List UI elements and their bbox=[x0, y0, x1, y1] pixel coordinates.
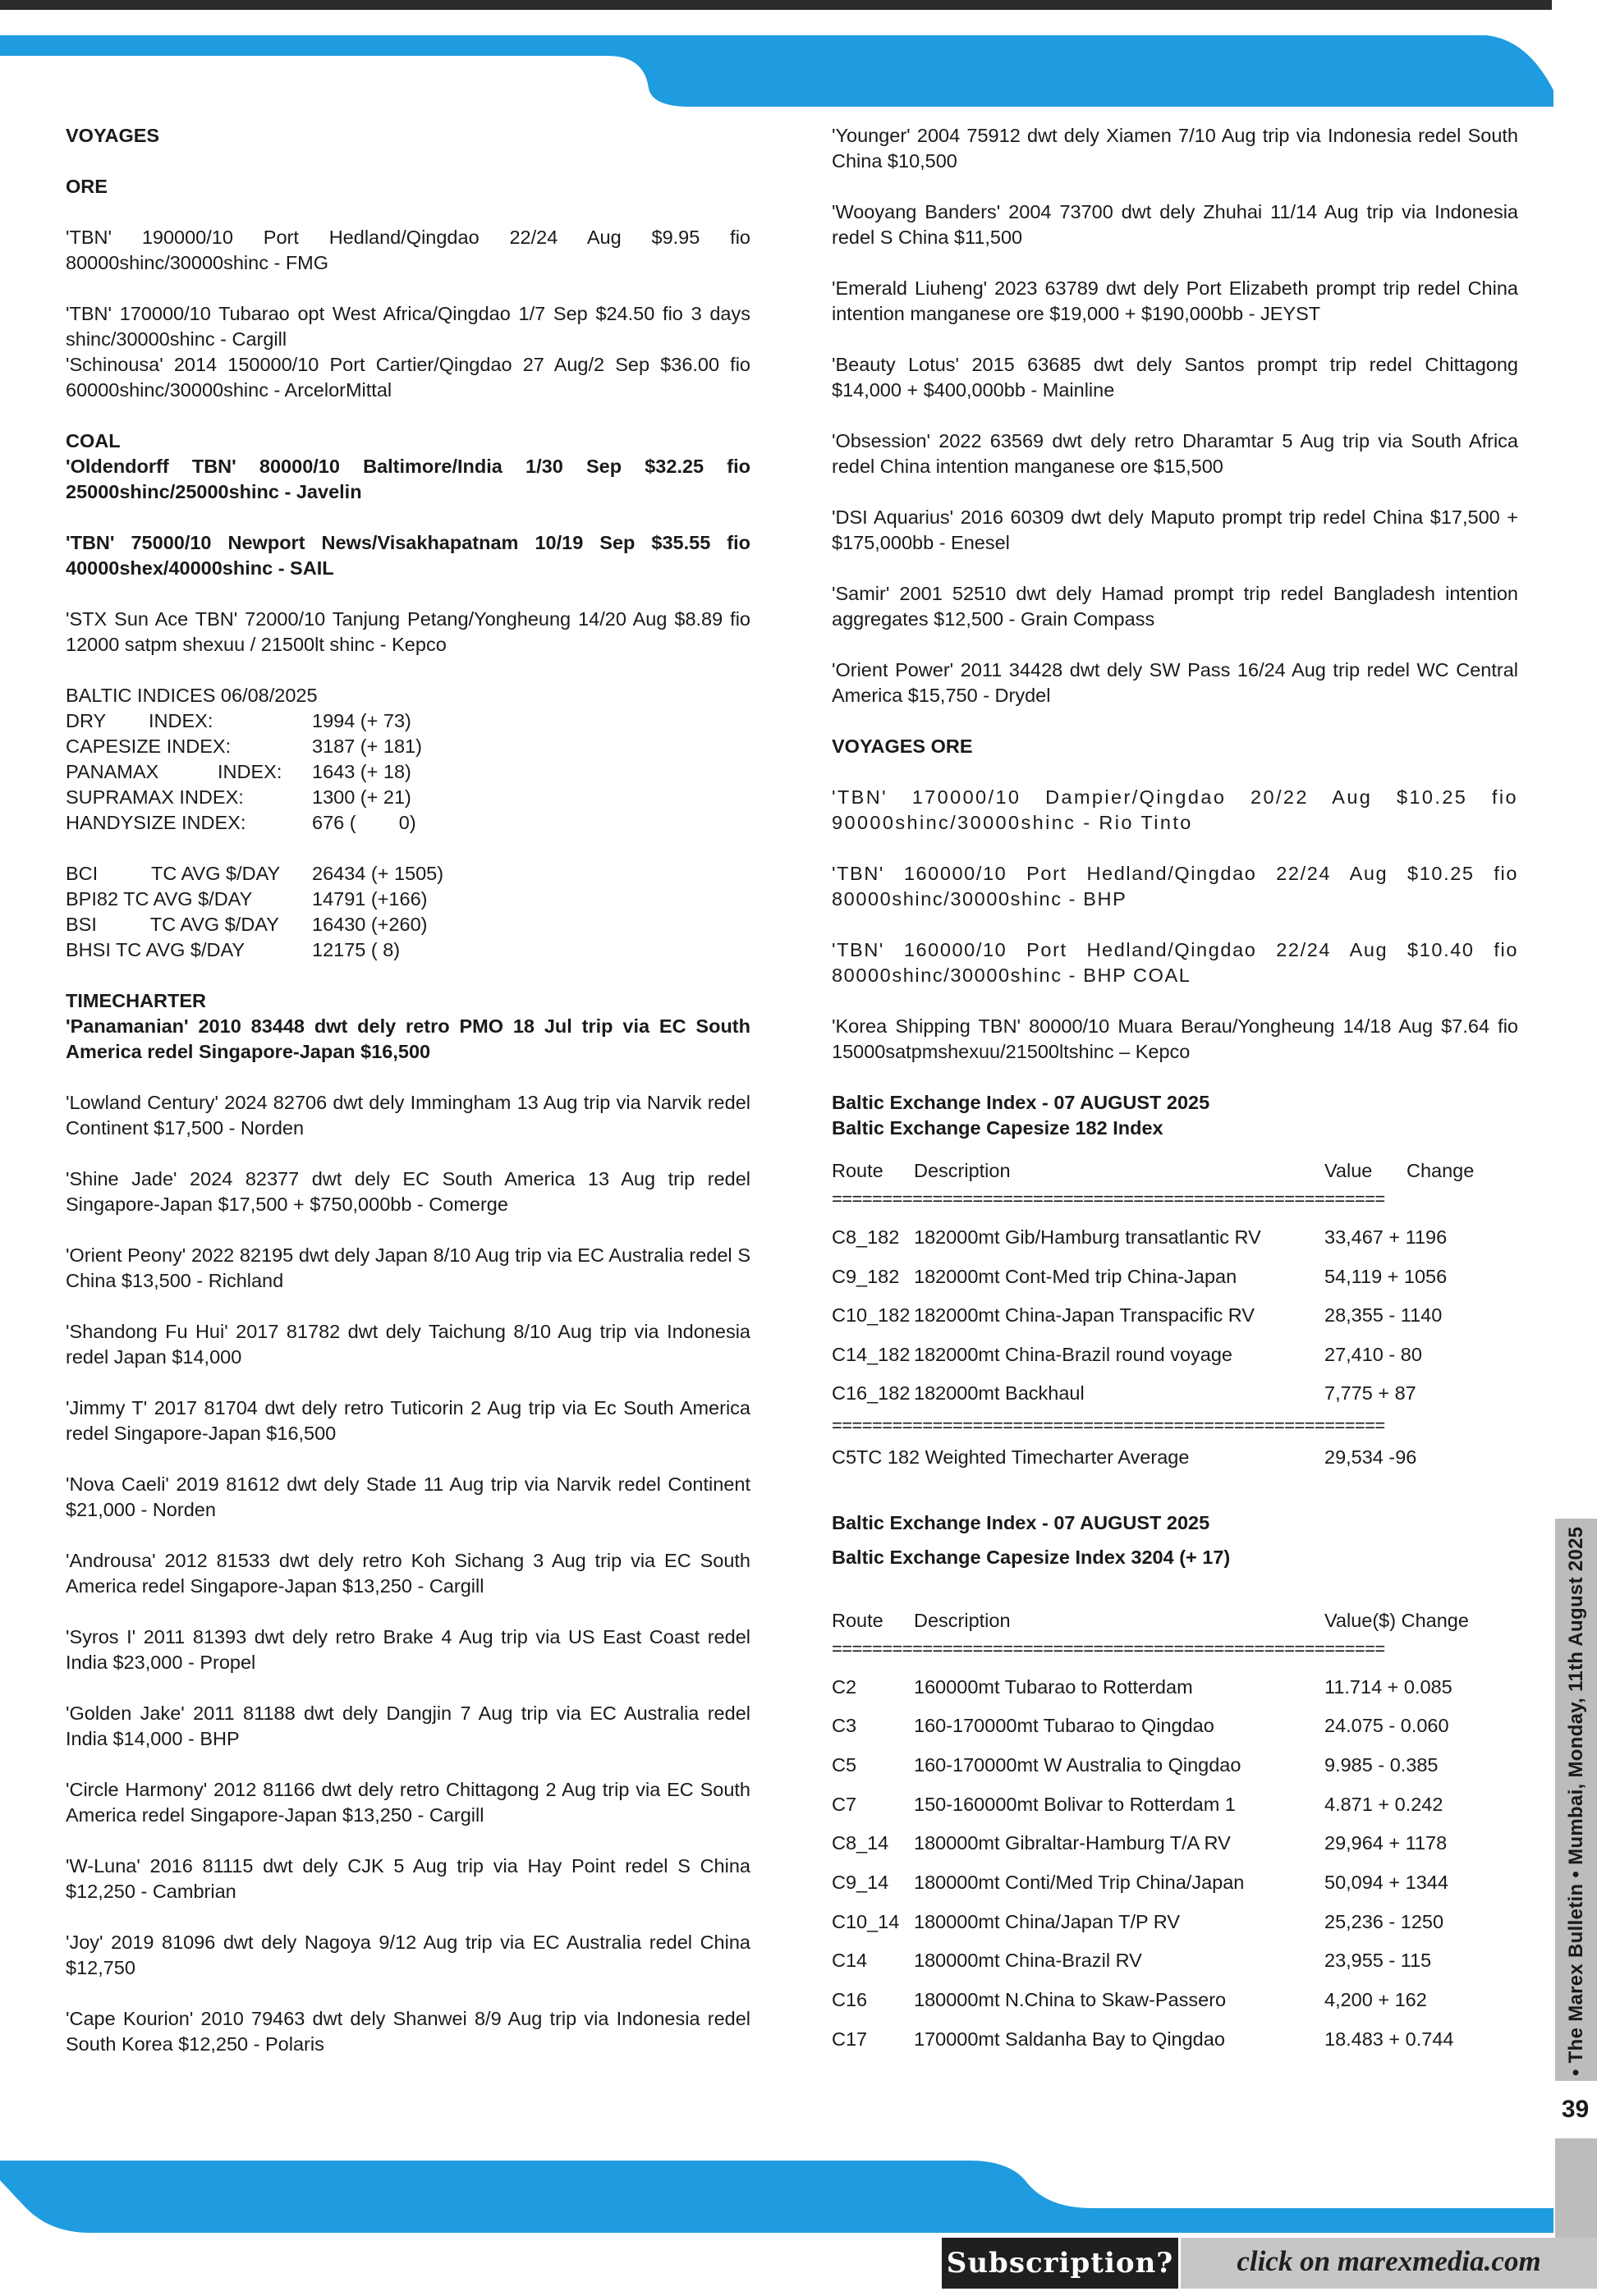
tc-avg-label: BSI TC AVG $/DAY bbox=[66, 914, 279, 935]
table-row bbox=[832, 1863, 1518, 1903]
route-code: C10_182 bbox=[832, 1304, 911, 1326]
route-value: 33,467 + 1196 bbox=[1324, 1226, 1448, 1248]
baltic-indices-heading: BALTIC INDICES 06/08/2025 bbox=[66, 685, 318, 706]
timecharter-item: 'Orient Peony' 2022 82195 dwt dely Japan 8/10 Aug trip via EC Australia redel S China $13,500 - Richland bbox=[66, 1244, 750, 1291]
timecharter-item: 'Shandong Fu Hui' 2017 81782 dwt dely Taichung 8/10 Aug trip via Indonesia redel Japan $14,000 bbox=[66, 1321, 750, 1368]
index-value: 1994 (+ 73) bbox=[312, 710, 411, 731]
timecharter-item: 'Androusa' 2012 81533 dwt dely retro Koh Sichang 3 Aug trip via EC South America redel Singapore-Japan $13,250 - Cargill bbox=[66, 1550, 750, 1597]
coal-item: 'STX Sun Ace TBN' 72000/10 Tanjung Petang/Yongheung 14/20 Aug $8.89 fio 12000 satpm shexuu / 21500lt shinc - Kepco bbox=[66, 608, 750, 655]
route-description: 180000mt N.China to Skaw-Passero bbox=[914, 1989, 1227, 2010]
tc-avg-value: 16430 (+260) bbox=[312, 914, 428, 935]
coal-item: 'TBN' 75000/10 Newport News/Visakhapatnam 10/19 Sep $35.55 fio 40000shex/40000shinc - SAIL bbox=[66, 532, 750, 579]
timecharter-item: 'Lowland Century' 2024 82706 dwt dely Immingham 13 Aug trip via Narvik redel Continent $17,500 - Norden bbox=[66, 1092, 750, 1139]
table-subtitle: Baltic Exchange Capesize Index 3204 (+ 17) bbox=[832, 1546, 1231, 1568]
route-value: 24.075 - 0.060 bbox=[1324, 1715, 1449, 1737]
tc-avg-list bbox=[66, 861, 750, 963]
route-value: 27,410 - 80 bbox=[1324, 1343, 1422, 1365]
route-code: C7 bbox=[832, 1793, 857, 1815]
ore-item: 'TBN' 170000/10 Tubarao opt West Africa/Qingdao 1/7 Sep $24.50 fio 3 days shinc/30000shinc - Cargill bbox=[66, 303, 750, 350]
table-row bbox=[832, 1941, 1518, 1981]
index-label: HANDYSIZE INDEX: bbox=[66, 812, 246, 833]
route-value: 4.871 + 0.242 bbox=[1324, 1793, 1443, 1815]
timecharter-item: 'Younger' 2004 75912 dwt dely Xiamen 7/10 Aug trip via Indonesia redel South China $10,500 bbox=[832, 125, 1518, 172]
route-value: 25,236 - 1250 bbox=[1324, 1910, 1444, 1932]
route-description: 180000mt Conti/Med Trip China/Japan bbox=[914, 1871, 1245, 1893]
route-code: C3 bbox=[832, 1715, 857, 1737]
timecharter-heading: TIMECHARTER bbox=[66, 990, 207, 1011]
tc-avg-value: 12175 ( 8) bbox=[312, 939, 401, 960]
index-label: DRY INDEX: bbox=[66, 710, 213, 731]
table-row bbox=[832, 1336, 1518, 1375]
route-description: 180000mt China-Brazil RV bbox=[914, 1950, 1142, 1972]
route-value: 7,775 + 87 bbox=[1324, 1382, 1416, 1404]
route-description: 180000mt Gibraltar-Hamburg T/A RV bbox=[914, 1832, 1231, 1854]
tc-avg-row bbox=[66, 937, 750, 963]
table-row bbox=[832, 1981, 1518, 2020]
index-row bbox=[66, 759, 750, 785]
voyages-ore-item: 'TBN' 170000/10 Dampier/Qingdao 20/22 Aug $10.25 fio 90000shinc/30000shinc - Rio Tinto bbox=[832, 786, 1518, 833]
page-number: 39 bbox=[1553, 2081, 1597, 2138]
header-route: Route bbox=[832, 1160, 883, 1181]
publication-dateline: • The Marex Bulletin • Mumbai, Monday, 11th August 2025 bbox=[1565, 1527, 1587, 2077]
table-footer-row bbox=[832, 1438, 1518, 1476]
route-description: 160000mt Tubarao to Rotterdam bbox=[914, 1675, 1193, 1698]
table-row bbox=[832, 1746, 1518, 1785]
timecharter-item: 'Joy' 2019 81096 dwt dely Nagoya 9/12 Aug trip via EC Australia redel China $12,750 bbox=[66, 1932, 750, 1978]
route-description: 182000mt Cont-Med trip China-Japan bbox=[914, 1265, 1237, 1287]
index-label: PANAMAX INDEX: bbox=[66, 761, 282, 782]
index-row bbox=[66, 708, 750, 734]
route-description: 182000mt China-Japan Transpacific RV bbox=[914, 1304, 1255, 1326]
table-row bbox=[832, 1824, 1518, 1863]
table-separator: ======================================================= bbox=[832, 1189, 1385, 1209]
route-description: 150-160000mt Bolivar to Rotterdam 1 bbox=[914, 1793, 1236, 1815]
timecharter-item: 'Circle Harmony' 2012 81166 dwt dely retro Chittagong 2 Aug trip via EC South America redel Singapore-Japan $13,250 - Cargill bbox=[66, 1779, 750, 1826]
index-value: 3187 (+ 181) bbox=[312, 736, 422, 757]
ore-item: 'TBN' 190000/10 Port Hedland/Qingdao 22/24 Aug $9.95 fio 80000shinc/30000shinc - FMG bbox=[66, 227, 750, 273]
route-value: 11.714 + 0.085 bbox=[1324, 1675, 1452, 1698]
route-value: 9.985 - 0.385 bbox=[1324, 1753, 1439, 1776]
footer-value: 29,534 -96 bbox=[1324, 1446, 1417, 1468]
table-row bbox=[832, 1218, 1518, 1258]
capesize-182-table bbox=[832, 1090, 1518, 1476]
table-row bbox=[832, 1785, 1518, 1825]
header-description: Description bbox=[914, 1609, 1011, 1631]
table-row bbox=[832, 1707, 1518, 1746]
route-value: 28,355 - 1140 bbox=[1324, 1304, 1443, 1326]
indices-list bbox=[66, 708, 750, 836]
index-label: CAPESIZE INDEX: bbox=[66, 736, 232, 757]
timecharter-item: 'Jimmy T' 2017 81704 dwt dely retro Tuticorin 2 Aug trip via Ec South America redel Singapore-Japan $16,500 bbox=[66, 1397, 750, 1444]
route-code: C14 bbox=[832, 1950, 868, 1972]
table-header bbox=[832, 1154, 1518, 1187]
header-route: Route bbox=[832, 1609, 883, 1631]
ore-heading: ORE bbox=[66, 176, 108, 197]
route-code: C14_182 bbox=[832, 1343, 911, 1365]
route-code: C16 bbox=[832, 1989, 868, 2010]
index-value: 676 ( 0) bbox=[312, 812, 416, 833]
route-code: C8_14 bbox=[832, 1832, 889, 1854]
route-value: 23,955 - 115 bbox=[1324, 1950, 1432, 1972]
table-row bbox=[832, 1374, 1518, 1414]
subscription-label: Subscription? bbox=[942, 2238, 1178, 2289]
table-subtitle: Baltic Exchange Capesize 182 Index bbox=[832, 1117, 1163, 1139]
timecharter-item: 'Obsession' 2022 63569 dwt dely retro Dharamtar 5 Aug trip via South Africa redel China intention manganese ore $15,500 bbox=[832, 430, 1518, 477]
table-title: Baltic Exchange Index - 07 AUGUST 2025 bbox=[832, 1092, 1210, 1113]
tc-avg-label: BCI TC AVG $/DAY bbox=[66, 863, 281, 884]
tc-avg-value: 14791 (+166) bbox=[312, 888, 428, 910]
coal-item: 'Oldendorff TBN' 80000/10 Baltimore/India 1/30 Sep $32.25 fio 25000shinc/25000shinc - Javelin bbox=[66, 456, 750, 502]
route-description: 182000mt China-Brazil round voyage bbox=[914, 1343, 1232, 1365]
table-separator: ======================================================= bbox=[832, 1414, 1385, 1436]
timecharter-item: 'Wooyang Banders' 2004 73700 dwt dely Zhuhai 11/14 Aug trip via Indonesia redel S China $11,500 bbox=[832, 201, 1518, 248]
ore-item: 'Schinousa' 2014 150000/10 Port Cartier/Qingdao 27 Aug/2 Sep $36.00 fio 60000shinc/30000shinc - ArcelorMittal bbox=[66, 354, 750, 401]
route-value: 54,119 + 1056 bbox=[1324, 1265, 1448, 1287]
tc-avg-row bbox=[66, 912, 750, 937]
voyages-ore-item: 'TBN' 160000/10 Port Hedland/Qingdao 22/24 Aug $10.40 fio 80000shinc/30000shinc - BHP COAL bbox=[832, 939, 1518, 986]
header-value: Value bbox=[1324, 1160, 1373, 1181]
table-row bbox=[832, 1903, 1518, 1942]
route-code: C2 bbox=[832, 1675, 857, 1698]
route-code: C8_182 bbox=[832, 1226, 900, 1248]
route-code: C17 bbox=[832, 2028, 868, 2050]
table-separator: ======================================================= bbox=[832, 1638, 1385, 1659]
timecharter-item: 'Syros I' 2011 81393 dwt dely retro Brake 4 Aug trip via US East Coast redel India $23,000 - Propel bbox=[66, 1626, 750, 1673]
timecharter-item: 'Samir' 2001 52510 dwt dely Hamad prompt trip redel Bangladesh intention aggregates $12,500 - Grain Compass bbox=[832, 583, 1518, 630]
route-description: 160-170000mt Tubarao to Qingdao bbox=[914, 1715, 1214, 1737]
header-description: Description bbox=[914, 1160, 1011, 1181]
route-description: 170000mt Saldanha Bay to Qingdao bbox=[914, 2028, 1225, 2050]
header-swoosh bbox=[0, 31, 1597, 109]
subscription-link[interactable]: click on marexmedia.com bbox=[1181, 2238, 1597, 2289]
route-description: 180000mt China/Japan T/P RV bbox=[914, 1910, 1180, 1932]
table-row bbox=[832, 1296, 1518, 1336]
footer-label: C5TC 182 Weighted Timecharter Average bbox=[832, 1446, 1190, 1468]
route-description: 182000mt Gib/Hamburg transatlantic RV bbox=[914, 1226, 1261, 1248]
footer-swoosh bbox=[0, 2157, 1597, 2235]
route-code: C5 bbox=[832, 1753, 857, 1776]
tc-avg-value: 26434 (+ 1505) bbox=[312, 863, 444, 884]
route-description: 182000mt Backhaul bbox=[914, 1382, 1085, 1404]
top-bar bbox=[0, 0, 1552, 10]
index-value: 1300 (+ 21) bbox=[312, 786, 411, 808]
table-header bbox=[832, 1604, 1518, 1637]
route-code: C10_14 bbox=[832, 1910, 900, 1932]
table-title: Baltic Exchange Index - 07 AUGUST 2025 bbox=[832, 1511, 1210, 1533]
route-value: 4,200 + 162 bbox=[1324, 1989, 1427, 2010]
timecharter-item: 'Shine Jade' 2024 82377 dwt dely EC South America 13 Aug trip redel Singapore-Japan $17,500 + $750,000bb - Comerge bbox=[66, 1168, 750, 1215]
coal-heading: COAL bbox=[66, 430, 121, 451]
header-value-change: Value($) Change bbox=[1324, 1609, 1469, 1631]
index-value: 1643 (+ 18) bbox=[312, 761, 411, 782]
voyages-ore-item: 'TBN' 160000/10 Port Hedland/Qingdao 22/24 Aug $10.25 fio 80000shinc/30000shinc - BHP bbox=[832, 863, 1518, 910]
index-row bbox=[66, 810, 750, 836]
voyages-ore-heading: VOYAGES ORE bbox=[832, 736, 973, 757]
right-column bbox=[832, 123, 1518, 2059]
route-value: 50,094 + 1344 bbox=[1324, 1871, 1448, 1893]
left-column bbox=[66, 123, 750, 2083]
voyages-heading: VOYAGES bbox=[66, 125, 160, 146]
timecharter-item: 'Cape Kourion' 2010 79463 dwt dely Shanwei 8/9 Aug trip via Indonesia redel South Korea $12,250 - Polaris bbox=[66, 2008, 750, 2055]
table-row bbox=[832, 1668, 1518, 1707]
route-description: 160-170000mt W Australia to Qingdao bbox=[914, 1753, 1241, 1776]
route-code: C9_14 bbox=[832, 1871, 889, 1893]
timecharter-item: 'Orient Power' 2011 34428 dwt dely SW Pass 16/24 Aug trip redel WC Central America $15,750 - Drydel bbox=[832, 659, 1518, 706]
timecharter-item: 'Nova Caeli' 2019 81612 dwt dely Stade 11 Aug trip via Narvik redel Continent $21,000 - Norden bbox=[66, 1473, 750, 1520]
timecharter-item: 'DSI Aquarius' 2016 60309 dwt dely Maputo prompt trip redel China $17,500 + $175,000bb - Enesel bbox=[832, 506, 1518, 553]
header-change: Change bbox=[1407, 1160, 1475, 1181]
tc-avg-row bbox=[66, 861, 750, 887]
capesize-index-table bbox=[832, 1505, 1518, 2060]
index-row bbox=[66, 734, 750, 759]
route-value: 29,964 + 1178 bbox=[1324, 1832, 1448, 1854]
tc-avg-row bbox=[66, 887, 750, 912]
timecharter-item: 'Golden Jake' 2011 81188 dwt dely Dangjin 7 Aug trip via EC Australia redel India $14,000 - BHP bbox=[66, 1703, 750, 1749]
table-row bbox=[832, 1258, 1518, 1297]
tc-avg-label: BHSI TC AVG $/DAY bbox=[66, 939, 246, 960]
table-row bbox=[832, 2020, 1518, 2060]
route-code: C16_182 bbox=[832, 1382, 911, 1404]
timecharter-item: 'Beauty Lotus' 2015 63685 dwt dely Santos prompt trip redel Chittagong $14,000 + $400,000bb - Mainline bbox=[832, 354, 1518, 401]
timecharter-item: 'Panamanian' 2010 83448 dwt dely retro PMO 18 Jul trip via EC South America redel Singapore-Japan $16,500 bbox=[66, 1015, 750, 1062]
index-label: SUPRAMAX INDEX: bbox=[66, 786, 244, 808]
route-code: C9_182 bbox=[832, 1265, 900, 1287]
timecharter-item: 'W-Luna' 2016 81115 dwt dely CJK 5 Aug trip via Hay Point redel S China $12,250 - Cambrian bbox=[66, 1855, 750, 1902]
route-value: 18.483 + 0.744 bbox=[1324, 2028, 1454, 2050]
tc-avg-label: BPI82 TC AVG $/DAY bbox=[66, 888, 253, 910]
timecharter-item: 'Emerald Liuheng' 2023 63789 dwt dely Port Elizabeth prompt trip redel China intention manganese ore $19,000 + $190,000bb - JEYST bbox=[832, 277, 1518, 324]
voyages-ore-item: 'Korea Shipping TBN' 80000/10 Muara Berau/Yongheung 14/18 Aug $7.64 fio 15000satpmshexuu/21500ltshinc – Kepco bbox=[832, 1015, 1518, 1062]
index-row bbox=[66, 785, 750, 810]
